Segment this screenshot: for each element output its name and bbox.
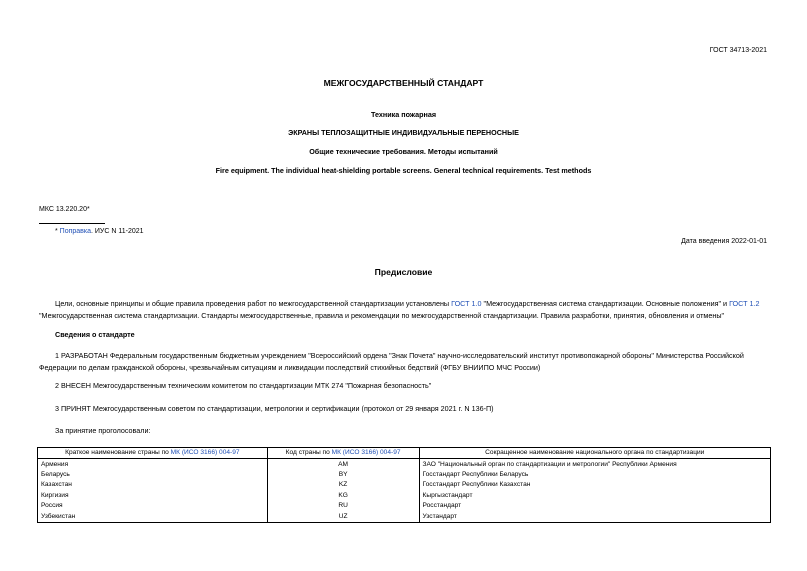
cell-code: KG — [267, 491, 419, 501]
table-row — [38, 470, 771, 480]
item-2: 2 ВНЕСЕН Межгосударственным техническим комитетом по стандартизации МТК 274 "Пожарная безопасность" — [55, 381, 432, 390]
foreword-paragraph — [39, 298, 771, 322]
agreement-table — [37, 447, 771, 523]
cell-body: Госстандарт Республики Казахстан — [419, 480, 770, 490]
mk-iso-link-2[interactable]: МК (ИСО 3166) 004-97 — [331, 449, 401, 457]
cell-code: AM — [267, 459, 419, 470]
standard-info-heading: Сведения о стандарте — [55, 330, 135, 339]
header-code-text: Код страны по — [285, 449, 332, 457]
cell-country: Казахстан — [38, 480, 268, 490]
item-3: 3 ПРИНЯТ Межгосударственным советом по стандартизации, метрологии и сертификации (протокол от 29 января 2021 г. N 136-П) — [55, 404, 494, 413]
footnote-prefix: * — [55, 228, 60, 235]
cell-country: Беларусь — [38, 470, 268, 480]
table-row — [38, 491, 771, 501]
cell-country: Армения — [38, 459, 268, 470]
cell-code: RU — [267, 501, 419, 511]
standard-type-heading: МЕЖГОСУДАРСТВЕННЫЙ СТАНДАРТ — [323, 78, 484, 88]
document-number: ГОСТ 34713-2021 — [709, 47, 767, 54]
main-title: ЭКРАНЫ ТЕПЛОЗАЩИТНЫЕ ИНДИВИДУАЛЬНЫЕ ПЕРЕНОСНЫЕ — [288, 128, 519, 137]
foreword-text-3: "Межгосударственная система стандартизации. Стандарты межгосударственные, правила и рекомендации по межгосударственной стандартизации. Правила разработки, принятия, обновления и отмены" — [39, 311, 725, 320]
table-header-row — [38, 448, 771, 459]
english-title: Fire equipment. The individual heat-shielding portable screens. General technical requirements. Test methods — [215, 166, 592, 175]
footnote-rest: . ИУС N 11-2021 — [91, 228, 144, 235]
gost-1-0-link[interactable]: ГОСТ 1.0 — [451, 299, 482, 308]
voted-label: За принятие проголосовали: — [55, 426, 151, 435]
header-country-text: Краткое наименование страны по — [65, 449, 171, 457]
intro-date: Дата введения 2022-01-01 — [681, 238, 767, 245]
sub-heading: Общие технические требования. Методы испытаний — [309, 147, 498, 156]
table-row — [38, 459, 771, 470]
amendment-link[interactable]: Поправка — [59, 228, 92, 235]
gost-1-2-link[interactable]: ГОСТ 1.2 — [729, 299, 760, 308]
mk-iso-link-1[interactable]: МК (ИСО 3166) 004-97 — [170, 449, 240, 457]
cell-code: UZ — [267, 511, 419, 522]
cell-country: Узбекистан — [38, 511, 268, 522]
table-row — [38, 480, 771, 490]
item-1: 1 РАЗРАБОТАН Федеральным государственным бюджетным учреждением "Всероссийский ордена "Знак Почета" научно-исследовательский институт противопожарной обороны" Министерства Российской Федерации по делам гражданской обороны, чрезвычайным ситуациям и ликвидации последствий стихийных бедствий (ФГБУ ВНИИПО МЧС России) — [39, 351, 744, 372]
cell-body: Госстандарт Республики Беларусь — [419, 470, 770, 480]
table-row — [38, 501, 771, 511]
header-body: Сокращенное наименование национального органа по стандартизации — [419, 448, 770, 459]
header-country — [38, 448, 268, 459]
cell-body: Росстандарт — [419, 501, 770, 511]
foreword-text-1: Цели, основные принципы и общие правила проведения работ по межгосударственной стандартизации установлены — [55, 299, 452, 308]
footnote-divider — [39, 223, 105, 224]
subtitle: Техника пожарная — [370, 110, 437, 119]
cell-country: Киргизия — [38, 491, 268, 501]
cell-body: Узстандарт — [419, 511, 770, 522]
cell-code: KZ — [267, 480, 419, 490]
header-code — [267, 448, 419, 459]
foreword-heading: Предисловие — [374, 267, 433, 277]
mks-code: МКС 13.220.20* — [39, 206, 90, 213]
cell-code: BY — [267, 470, 419, 480]
table-row — [38, 511, 771, 522]
foreword-text-2: "Межгосударственная система стандартизации. Основные положения" и — [481, 299, 730, 308]
cell-country: Россия — [38, 501, 268, 511]
cell-body: ЗАО "Национальный орган по стандартизации и метрологии" Республики Армения — [419, 459, 770, 470]
footnote — [55, 228, 144, 235]
cell-body: Кыргызстандарт — [419, 491, 770, 501]
